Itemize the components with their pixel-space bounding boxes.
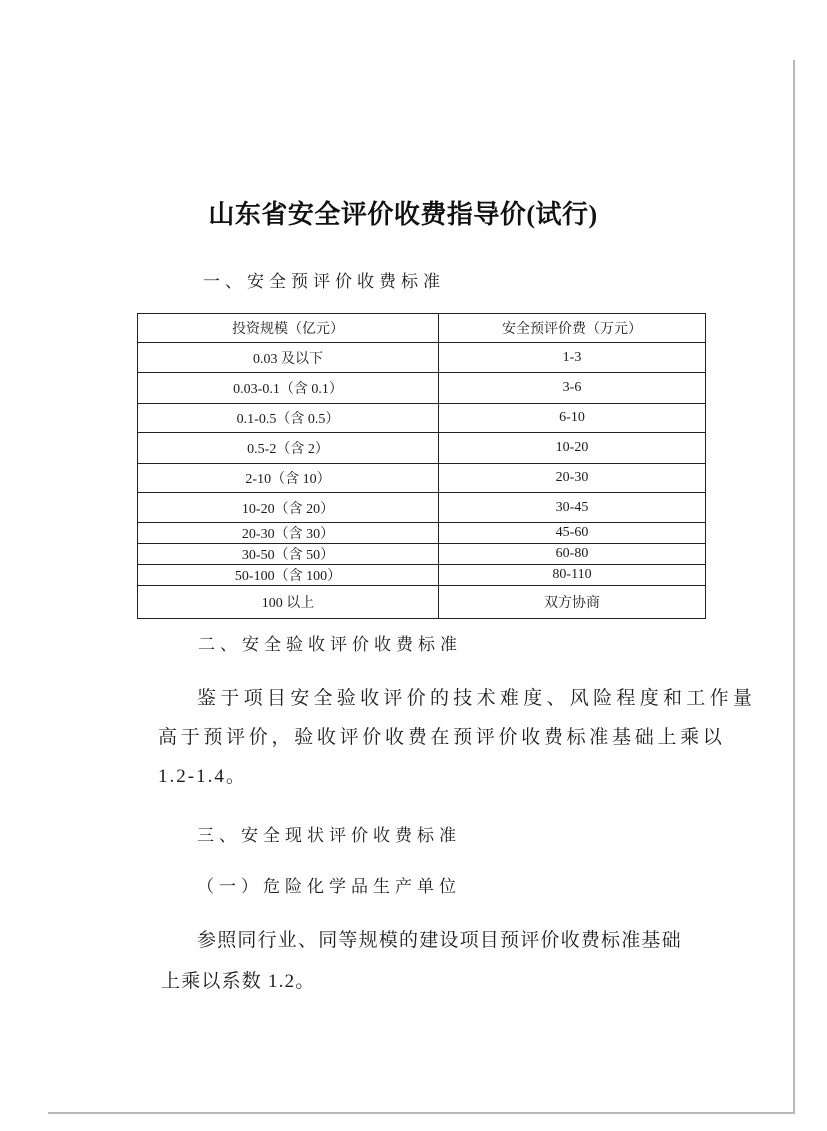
fee-cell: 30-45	[439, 493, 706, 523]
section-2-paragraph-line: 高于预评价，验收评价收费在预评价收费标准基础上乘以	[158, 727, 726, 748]
page-edge-bottom	[48, 1112, 795, 1114]
document-title: 山东省安全评价收费指导价(试行)	[208, 200, 598, 229]
fee-cell: 3-6	[439, 373, 706, 404]
section-3-paragraph-line: 参照同行业、同等规模的建设项目预评价收费标准基础	[197, 930, 682, 951]
table-row	[138, 586, 706, 619]
fee-cell: 20-30	[439, 464, 706, 493]
table-row	[138, 523, 706, 544]
section-3-heading: 三、安全现状评价收费标准	[197, 826, 461, 845]
scale-cell: 0.03 及以下	[138, 343, 439, 373]
fee-cell: 45-60	[439, 523, 706, 544]
table-row	[138, 373, 706, 404]
scale-cell: 0.5-2（含 2）	[138, 433, 439, 464]
fee-cell: 1-3	[439, 343, 706, 373]
fee-cell: 双方协商	[439, 586, 706, 619]
fee-table	[137, 313, 706, 619]
table-row	[138, 544, 706, 565]
fee-header-cell: 安全预评价费（万元）	[439, 314, 706, 343]
scale-cell: 100 以上	[138, 586, 439, 619]
table-row	[138, 343, 706, 373]
page-edge-right	[793, 60, 795, 1113]
scale-header-cell: 投资规模（亿元）	[138, 314, 439, 343]
scale-cell: 0.1-0.5（含 0.5）	[138, 404, 439, 433]
section-2-heading: 二、安全验收评价收费标准	[198, 635, 462, 654]
fee-cell: 60-80	[439, 544, 706, 565]
section-2-paragraph-line: 鉴于项目安全验收评价的技术难度、风险程度和工作量	[197, 688, 757, 709]
fee-cell: 10-20	[439, 433, 706, 464]
scale-cell: 50-100（含 100）	[138, 565, 439, 586]
table-header-row	[138, 314, 706, 343]
section-3-paragraph-line: 上乘以系数 1.2。	[161, 971, 316, 992]
table-row	[138, 433, 706, 464]
section-3-sub-heading: （一）危险化学品生产单位	[197, 877, 461, 896]
section-2-paragraph-line: 1.2-1.4。	[158, 766, 247, 787]
scale-cell: 20-30（含 30）	[138, 523, 439, 544]
table-row	[138, 493, 706, 523]
section-1-heading: 一、安全预评价收费标准	[203, 272, 445, 291]
table-row	[138, 464, 706, 493]
table-row	[138, 565, 706, 586]
scale-cell: 2-10（含 10）	[138, 464, 439, 493]
fee-cell: 80-110	[439, 565, 706, 586]
scale-cell: 30-50（含 50）	[138, 544, 439, 565]
table-row	[138, 404, 706, 433]
fee-cell: 6-10	[439, 404, 706, 433]
scale-cell: 0.03-0.1（含 0.1）	[138, 373, 439, 404]
scale-cell: 10-20（含 20）	[138, 493, 439, 523]
